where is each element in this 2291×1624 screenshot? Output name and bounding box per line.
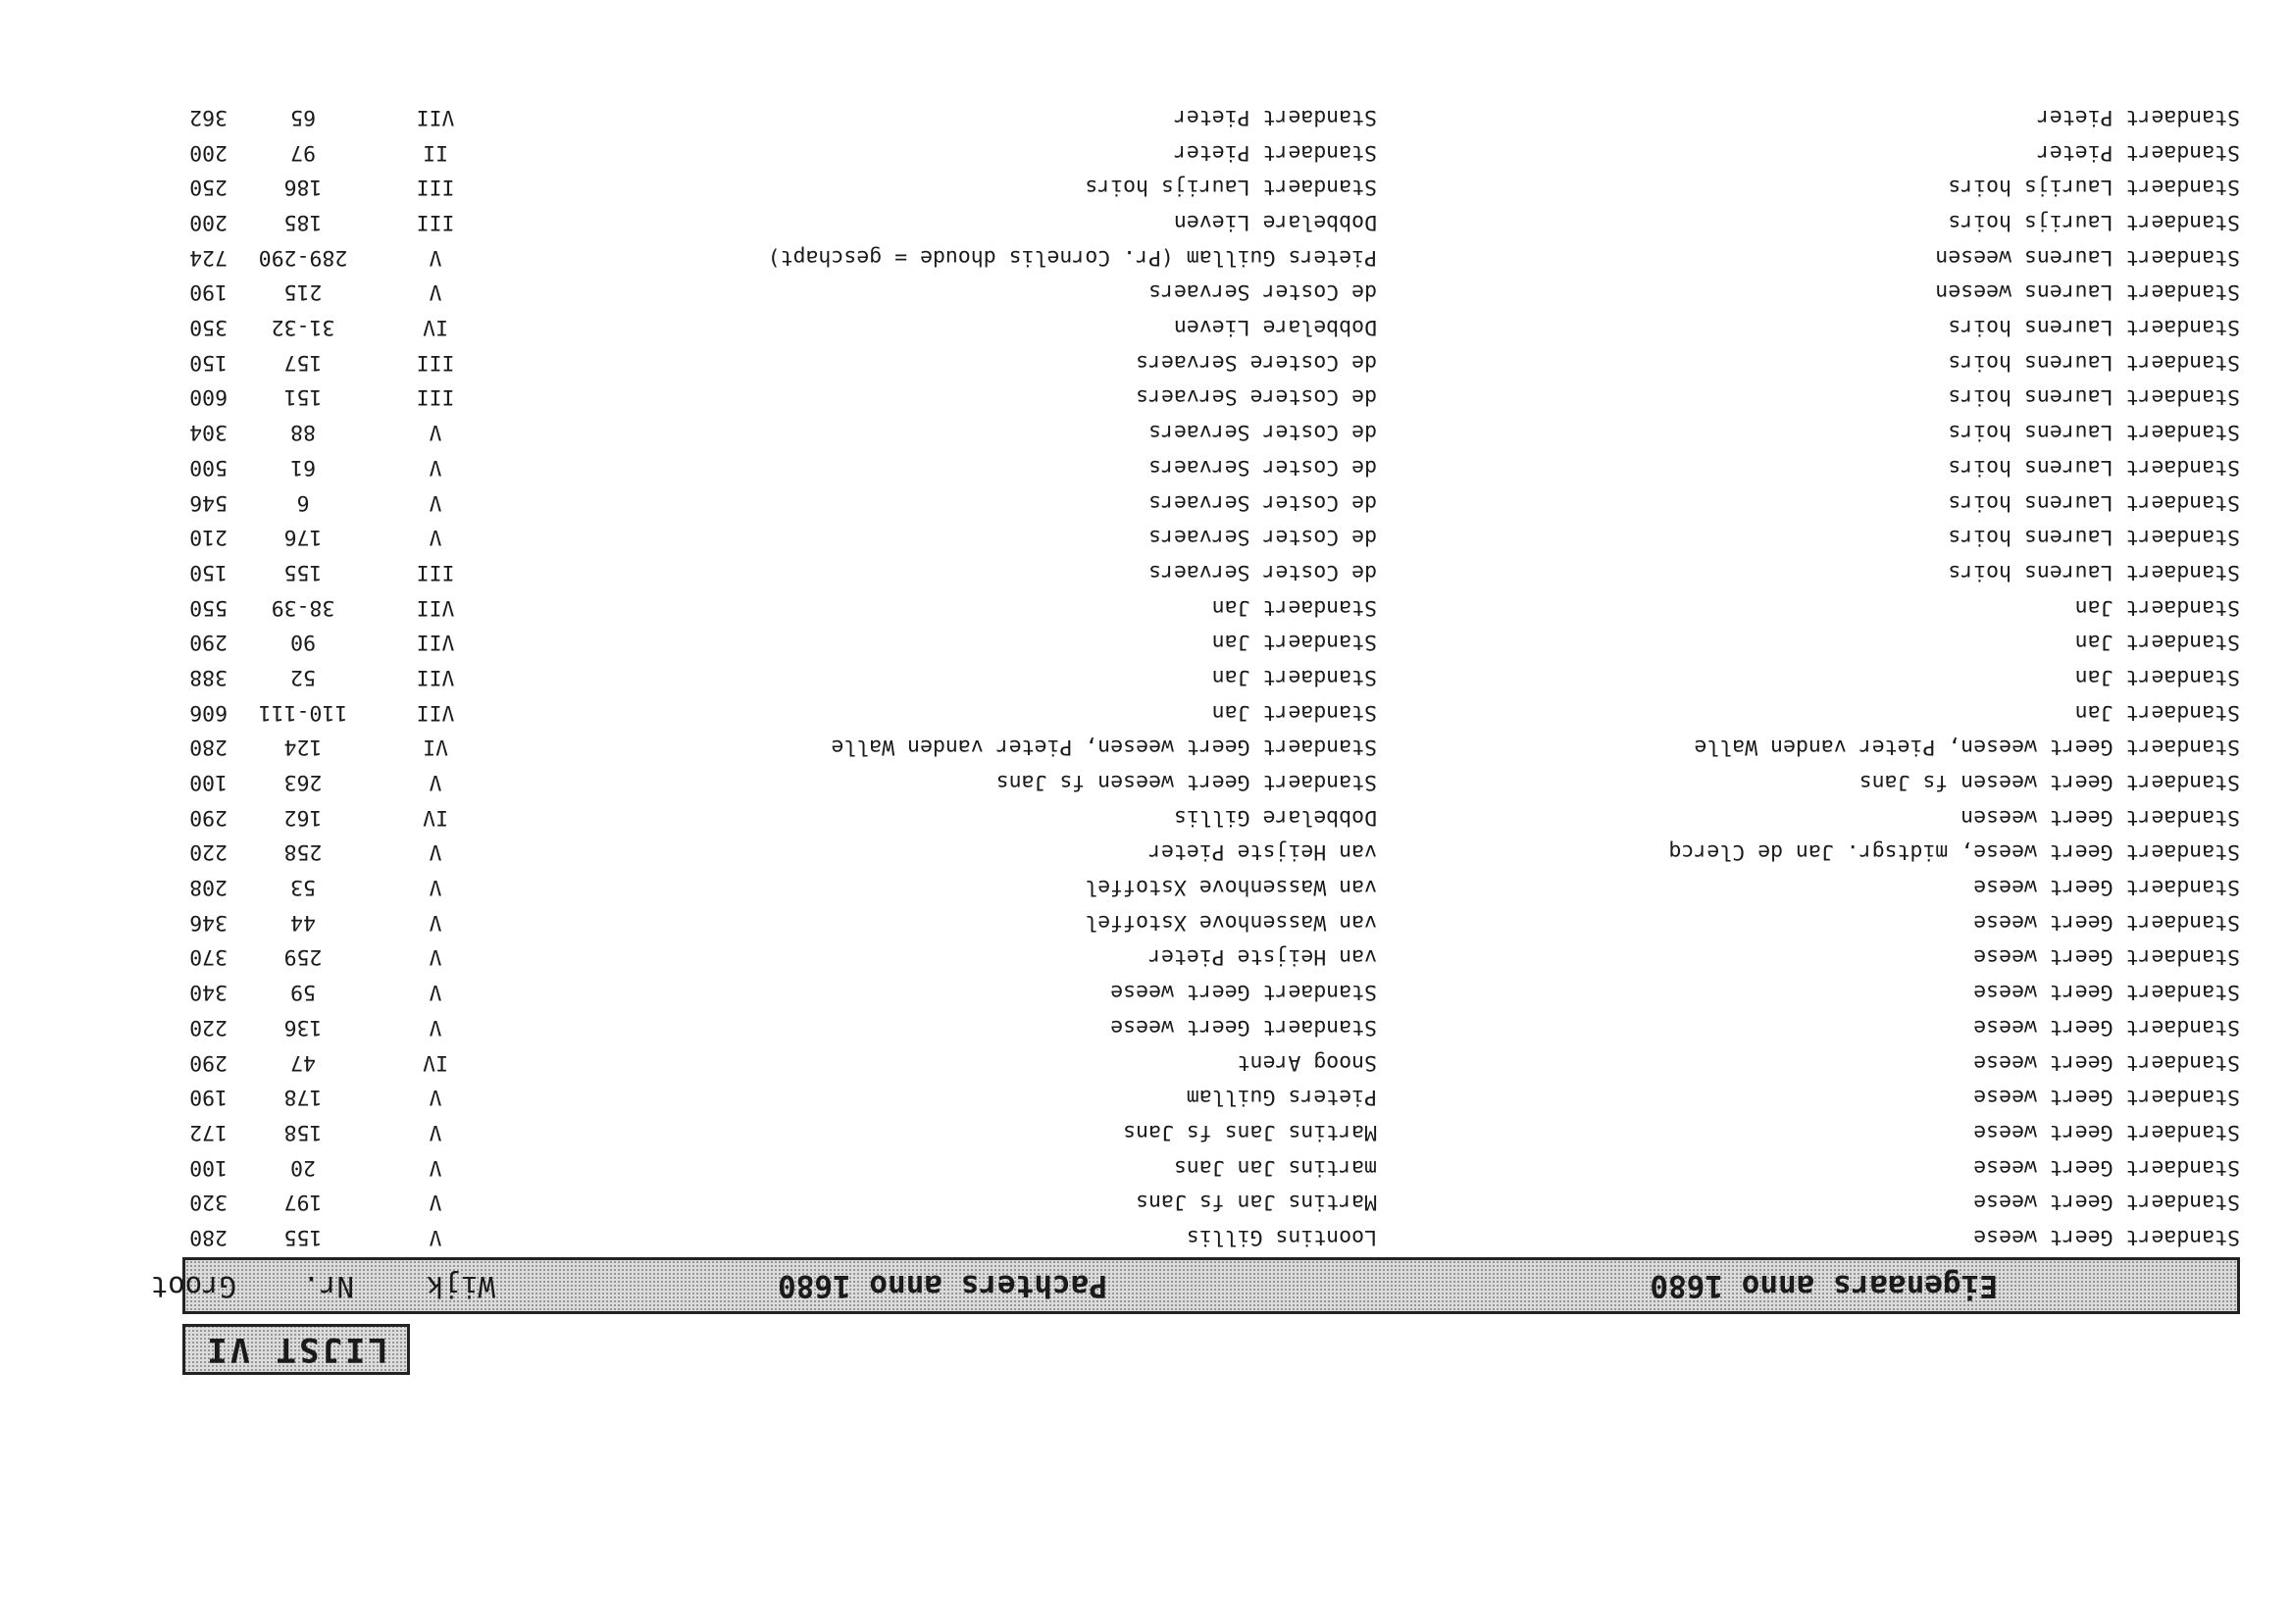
nr-cell: 136 <box>283 1014 323 1040</box>
wijk-cell: V <box>429 770 442 795</box>
eigenaar-cell: Standaert Geert weese <box>1973 1014 2240 1040</box>
nr-cell: 61 <box>290 454 316 480</box>
table-row <box>182 555 2240 590</box>
wijk-cell: V <box>429 1085 442 1110</box>
pachter-cell: Martins Jan fs Jans <box>1136 1190 1377 1215</box>
table-row <box>182 590 2240 626</box>
header-pachters: Pachters anno 1680 <box>778 1268 1107 1303</box>
pachter-cell: Dobbelare Lieven <box>1173 315 1377 340</box>
table-row <box>182 171 2240 206</box>
nr-cell: 185 <box>283 210 323 235</box>
table-header <box>150 1257 2240 1314</box>
wijk-cell: V <box>429 1014 442 1040</box>
groot-cell: 290 <box>189 630 228 655</box>
nr-cell: 97 <box>290 139 316 165</box>
eigenaar-cell: Standaert Laurens weesen <box>1935 279 2240 305</box>
pachter-cell: van Heijste Pieter <box>1148 944 1377 970</box>
wijk-cell: VII <box>416 594 455 620</box>
groot-cell: 606 <box>189 699 228 725</box>
groot-cell: 100 <box>189 770 228 795</box>
wijk-cell: V <box>429 244 442 270</box>
groot-cell: 208 <box>189 875 228 900</box>
table-row <box>182 940 2240 976</box>
wijk-cell: V <box>429 875 442 900</box>
header-wijk: Wijk <box>427 1270 495 1303</box>
nr-cell: 157 <box>283 349 323 375</box>
pachter-cell: Standaert Geert weese <box>1110 1014 1377 1040</box>
wijk-cell: VI <box>423 735 448 760</box>
groot-cell: 388 <box>189 665 228 689</box>
eigenaar-cell: Standaert Geert weese <box>1973 1190 2240 1215</box>
eigenaar-cell: Standaert Laurens weesen <box>1935 244 2240 270</box>
pachter-cell: Standaert Laurijs hoirs <box>1085 175 1377 200</box>
wijk-cell: III <box>416 384 455 410</box>
groot-cell: 190 <box>189 279 228 305</box>
eigenaar-cell: Standaert Geert weese <box>1973 1049 2240 1075</box>
pachter-cell: de Coster Servaers <box>1148 489 1377 515</box>
nr-cell: 52 <box>290 665 316 689</box>
nr-cell: 20 <box>290 1154 316 1180</box>
nr-cell: 158 <box>283 1119 323 1144</box>
wijk-cell: VII <box>416 630 455 655</box>
eigenaar-cell: Standaert Jan <box>2074 665 2240 689</box>
groot-cell: 340 <box>189 980 228 1005</box>
nr-cell: 6 <box>296 489 310 515</box>
nr-cell: 38-39 <box>271 594 335 620</box>
table-row <box>182 1045 2240 1081</box>
nr-cell: 90 <box>290 630 316 655</box>
pachter-cell: Standaert Jan <box>1211 699 1377 725</box>
nr-cell: 155 <box>283 1225 323 1249</box>
pachter-cell: martins Jan Jans <box>1173 1154 1377 1180</box>
pachter-cell: de Coster Servaers <box>1148 454 1377 480</box>
pachter-cell: de Costere Servaers <box>1136 384 1377 410</box>
groot-cell: 280 <box>189 1225 228 1249</box>
groot-cell: 190 <box>189 1085 228 1110</box>
pachter-cell: van Wassenhove Xstoffel <box>1085 909 1377 935</box>
table-row <box>182 626 2240 661</box>
eigenaar-cell: Standaert Laurijs hoirs <box>1948 175 2240 200</box>
wijk-cell: III <box>416 349 455 375</box>
header-nr: Nr. <box>302 1270 354 1303</box>
nr-cell: 31-32 <box>271 315 335 340</box>
eigenaar-cell: Standaert Jan <box>2074 594 2240 620</box>
nr-cell: 215 <box>283 279 323 305</box>
nr-cell: 162 <box>283 804 323 830</box>
wijk-cell: VII <box>416 105 455 129</box>
table-row <box>182 1220 2240 1255</box>
wijk-cell: V <box>429 909 442 935</box>
pachter-cell: Standaert Geert weese <box>1110 980 1377 1005</box>
table-row <box>182 660 2240 695</box>
table-row <box>182 276 2240 311</box>
groot-cell: 100 <box>189 1154 228 1180</box>
eigenaar-cell: Standaert Pieter <box>2036 139 2240 165</box>
table-row <box>182 1081 2240 1116</box>
nr-cell: 258 <box>283 839 323 865</box>
wijk-cell: II <box>423 139 448 165</box>
table-row <box>182 905 2240 940</box>
eigenaar-cell: Standaert Jan <box>2074 699 2240 725</box>
wijk-cell: V <box>429 454 442 480</box>
table-row <box>182 100 2240 135</box>
eigenaar-cell: Standaert Geert weese <box>1973 980 2240 1005</box>
wijk-cell: V <box>429 489 442 515</box>
nr-cell: 65 <box>290 105 316 129</box>
groot-cell: 150 <box>189 559 228 584</box>
eigenaar-cell: Standaert Geert weese <box>1973 944 2240 970</box>
header-eigenaars: Eigenaars anno 1680 <box>1650 1268 1998 1303</box>
groot-cell: 280 <box>189 735 228 760</box>
pachter-cell: de Coster Servaers <box>1148 525 1377 550</box>
table-row <box>182 450 2240 485</box>
pachter-cell: van Heijste Pieter <box>1148 839 1377 865</box>
nr-cell: 289-290 <box>258 244 348 270</box>
table-row <box>182 976 2240 1011</box>
table-row <box>182 485 2240 521</box>
header-groot: Groot <box>150 1270 236 1303</box>
eigenaar-cell: Standaert Geert weese <box>1973 1225 2240 1249</box>
groot-cell: 210 <box>189 525 228 550</box>
table-row <box>182 381 2240 416</box>
pachter-cell: de Coster Servaers <box>1148 420 1377 445</box>
table-row <box>182 1115 2240 1150</box>
wijk-cell: V <box>429 980 442 1005</box>
groot-cell: 362 <box>189 105 228 129</box>
groot-cell: 200 <box>189 139 228 165</box>
groot-cell: 350 <box>189 315 228 340</box>
wijk-cell: VII <box>416 699 455 725</box>
groot-cell: 304 <box>189 420 228 445</box>
groot-cell: 290 <box>189 1049 228 1075</box>
eigenaar-cell: Standaert Geert weese, midtsgr. Jan de Clercq <box>1668 839 2240 865</box>
nr-cell: 59 <box>290 980 316 1005</box>
eigenaar-cell: Standaert Laurens hoirs <box>1948 349 2240 375</box>
nr-cell: 197 <box>283 1190 323 1215</box>
pachter-cell: Standaert Pieter <box>1173 139 1377 165</box>
pachter-cell: Snoog Arent <box>1237 1049 1377 1075</box>
eigenaar-cell: Standaert Geert weese <box>1973 875 2240 900</box>
pachter-cell: Standaert Geert weesen fs Jans <box>995 770 1377 795</box>
pachter-cell: de Costere Servaers <box>1136 349 1377 375</box>
pachter-cell: Pieters Guillam <box>1186 1085 1377 1110</box>
wijk-cell: V <box>429 525 442 550</box>
wijk-cell: V <box>429 1119 442 1144</box>
nr-cell: 263 <box>283 770 323 795</box>
table-row <box>182 416 2240 451</box>
table-row <box>182 695 2240 731</box>
table-row <box>182 205 2240 240</box>
groot-cell: 172 <box>189 1119 228 1144</box>
nr-cell: 186 <box>283 175 323 200</box>
wijk-cell: III <box>416 210 455 235</box>
nr-cell: 110-111 <box>258 699 348 725</box>
groot-cell: 546 <box>189 489 228 515</box>
wijk-cell: V <box>429 944 442 970</box>
wijk-cell: V <box>429 279 442 305</box>
table-row <box>182 240 2240 276</box>
groot-cell: 500 <box>189 454 228 480</box>
table-row <box>182 1010 2240 1045</box>
nr-cell: 88 <box>290 420 316 445</box>
pachter-cell: de Coster Servaers <box>1148 279 1377 305</box>
nr-cell: 124 <box>283 735 323 760</box>
eigenaar-cell: Standaert Jan <box>2074 630 2240 655</box>
table-row <box>182 1150 2240 1186</box>
pachter-cell: Pieters Guillam (Pr. Cornelis dhoude = geschapt) <box>767 244 1377 270</box>
table-row <box>182 765 2240 800</box>
pachter-cell: Standaert Pieter <box>1173 105 1377 129</box>
wijk-cell: VII <box>416 665 455 689</box>
list-title <box>182 1324 410 1375</box>
groot-cell: 250 <box>189 175 228 200</box>
wijk-cell: IV <box>423 315 448 340</box>
eigenaar-cell: Standaert Laurens hoirs <box>1948 315 2240 340</box>
pachter-cell: Dobbelare Gillis <box>1173 804 1377 830</box>
groot-cell: 550 <box>189 594 228 620</box>
eigenaar-cell: Standaert Geert weesen, Pieter vanden Walle <box>1694 735 2240 760</box>
eigenaar-cell: Standaert Laurens hoirs <box>1948 489 2240 515</box>
groot-cell: 724 <box>189 244 228 270</box>
pachter-cell: Standaert Jan <box>1211 665 1377 689</box>
groot-cell: 220 <box>189 839 228 865</box>
pachter-cell: Standaert Jan <box>1211 630 1377 655</box>
eigenaar-cell: Standaert Geert weese <box>1973 1085 2240 1110</box>
nr-cell: 47 <box>290 1049 316 1075</box>
wijk-cell: V <box>429 1225 442 1249</box>
groot-cell: 370 <box>189 944 228 970</box>
eigenaar-cell: Standaert Laurens hoirs <box>1948 559 2240 584</box>
eigenaar-cell: Standaert Geert weese <box>1973 909 2240 935</box>
nr-cell: 44 <box>290 909 316 935</box>
table-row <box>182 836 2240 871</box>
table-row <box>182 345 2240 381</box>
wijk-cell: IV <box>423 804 448 830</box>
wijk-cell: V <box>429 1190 442 1215</box>
groot-cell: 600 <box>189 384 228 410</box>
list-title-text: LIJST VI <box>204 1330 388 1369</box>
table-row <box>182 135 2240 171</box>
wijk-cell: III <box>416 559 455 584</box>
eigenaar-cell: Standaert Laurens hoirs <box>1948 384 2240 410</box>
groot-cell: 346 <box>189 909 228 935</box>
eigenaar-cell: Standaert Laurens hoirs <box>1948 454 2240 480</box>
pachter-cell: Standaert Jan <box>1211 594 1377 620</box>
groot-cell: 320 <box>189 1190 228 1215</box>
nr-cell: 53 <box>290 875 316 900</box>
pachter-cell: Loontins Gillis <box>1186 1225 1377 1249</box>
nr-cell: 259 <box>283 944 323 970</box>
wijk-cell: IV <box>423 1049 448 1075</box>
pachter-cell: Dobbelare Lieven <box>1173 210 1377 235</box>
eigenaar-cell: Standaert Laurens hoirs <box>1948 420 2240 445</box>
pachter-cell: Standaert Geert weesen, Pieter vanden Walle <box>831 735 1377 760</box>
groot-cell: 150 <box>189 349 228 375</box>
table-row <box>182 870 2240 905</box>
pachter-cell: de Coster Servaers <box>1148 559 1377 584</box>
eigenaar-cell: Standaert Geert weesen fs Jans <box>1858 770 2240 795</box>
wijk-cell: III <box>416 175 455 200</box>
table-row <box>182 731 2240 766</box>
groot-cell: 290 <box>189 804 228 830</box>
table-row <box>182 310 2240 345</box>
table-row <box>182 1186 2240 1221</box>
groot-cell: 220 <box>189 1014 228 1040</box>
wijk-cell: V <box>429 1154 442 1180</box>
wijk-cell: V <box>429 420 442 445</box>
eigenaar-cell: Standaert Geert weese <box>1973 1154 2240 1180</box>
groot-cell: 200 <box>189 210 228 235</box>
table-body <box>182 100 2240 1255</box>
eigenaar-cell: Standaert Laurijs hoirs <box>1948 210 2240 235</box>
eigenaar-cell: Standaert Geert weesen <box>1960 804 2240 830</box>
nr-cell: 151 <box>283 384 323 410</box>
table-row <box>182 521 2240 556</box>
eigenaar-cell: Standaert Laurens hoirs <box>1948 525 2240 550</box>
table-row <box>182 800 2240 836</box>
nr-cell: 155 <box>283 559 323 584</box>
wijk-cell: V <box>429 839 442 865</box>
eigenaar-cell: Standaert Pieter <box>2036 105 2240 129</box>
eigenaar-cell: Standaert Geert weese <box>1973 1119 2240 1144</box>
pachter-cell: van Wassenhove Xstoffel <box>1085 875 1377 900</box>
nr-cell: 176 <box>283 525 323 550</box>
pachter-cell: Martins Jans fs Jans <box>1123 1119 1377 1144</box>
nr-cell: 178 <box>283 1085 323 1110</box>
